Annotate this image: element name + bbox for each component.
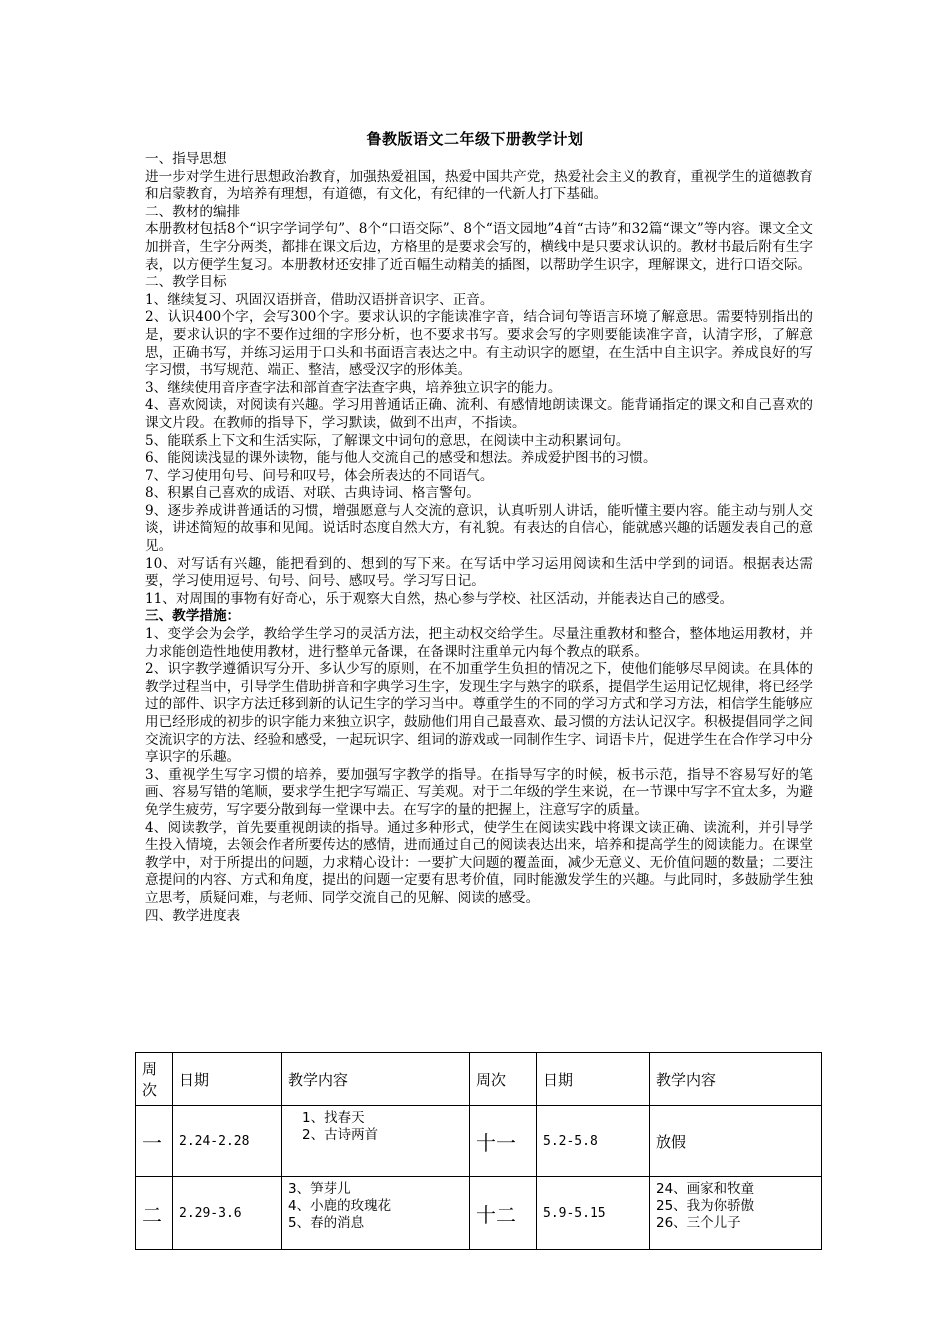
goal-item: 9、逐步养成讲普通话的习惯，增强愿意与人交流的意识，认真听别人讲话，能听懂主要内容。能主动与别人交谈，讲述简短的故事和见闻。说话时态度自然大方，有礼貌。有表达的自信心，能就感兴趣的话题发表自己的意见。 [145,502,813,555]
lesson-item: 4、小鹿的玫瑰花 [288,1198,392,1214]
column-header-date: 日期 [537,1053,650,1106]
measure-item: 4、阅读教学，首先要重视朗读的指导。通过多种形式，使学生在阅读实践中将课文读正确、读流利，并引导学生投入情境，去领会作者所要传达的感情，进而通过自己的阅读表达出来，培养和提高学生的阅读能力。在课堂教学中，对于所提出的问题，力求精心设计：一要扩大问题的覆盖面，减少无意义、无价值问题的数量；二要注意提问的内容、方式和角度，提出的问题一定要有思考价值，同时能激发学生的兴趣。与此同时，多鼓励学生独立思考，质疑问难，与老师、同学交流自己的见解、阅读的感受。 [145,819,813,906]
lesson-item: 1、找春天 [302,1110,365,1126]
table-row [136,1177,822,1250]
measure-item: 1、变学会为会学，教给学生学习的灵活方法，把主动权交给学生。尽量注重教材和整合，整体地运用教材，并力求能创造性地使用教材，进行整单元备课，在备课时注重单元内每个教点的联系。 [145,626,813,660]
goal-item: 11、对周围的事物有好奇心，乐于观察大自然，热心参与学校、社区活动，并能表达自己的感受。 [145,590,734,607]
week-cell: 十一 [470,1106,537,1177]
content-cell [282,1106,470,1177]
section-heading-goals: 二、教学目标 [145,274,227,291]
goal-item: 6、能阅读浅显的课外读物，能与他人交流自己的感受和想法。养成爱护图书的习惯。 [145,450,657,467]
lesson-item: 5、春的消息 [288,1215,365,1231]
week-cell: 十二 [470,1177,537,1250]
section-heading-guiding-thought: 一、指导思想 [145,151,227,167]
date-cell: 5.2-5.8 [537,1106,650,1177]
content-cell [282,1177,470,1250]
document-title: 鲁教版语文二年级下册教学计划 [366,130,584,148]
goal-item: 4、喜欢阅读，对阅读有兴趣。学习用普通话正确、流利、有感情地朗读课文。能背诵指定的课文和自己喜欢的课文片段。在教师的指导下，学习默读，做到不出声，不指读。 [145,397,813,431]
week-cell: 一 [136,1106,173,1177]
measure-item: 3、重视学生写字习惯的培养，要加强写字教学的指导。在指导写字的时候，板书示范，指导不容易写好的笔画、容易写错的笔顺，要求学生把字写端正、写美观。对于二年级的学生来说，在一节课中写字不宜太多，为避免学生疲劳，写字要分散到每一堂课中去。在写字的量的把握上，注意写字的质量。 [145,766,813,818]
column-header-content: 教学内容 [282,1053,470,1106]
lesson-item: 2、古诗两首 [302,1127,379,1143]
goal-item: 8、积累自己喜欢的成语、对联、古典诗词、格言警句。 [145,485,480,502]
goal-item: 2、认识400个字，会写300个字。要求认识的字能读准字音，结合词句等语言环境了解意思。需要特别指出的是，要求认识的字不要作过细的字形分析，也不要求书写。要求会写的字则要能读准字音，认清字形，了解意思，正确书写，并练习运用于口头和书面语言表达之中。有主动识字的愿望，在生活中自主识字。养成良好的写字习惯，书写规范、端正、整洁，感受汉字的形体美。 [145,309,813,379]
lesson-item: 放假 [656,1132,687,1151]
section-heading-schedule: 四、教学进度表 [145,907,241,924]
column-header-date: 日期 [173,1053,282,1106]
date-cell: 2.24-2.28 [173,1106,282,1177]
document-body [145,151,813,925]
column-header-week: 周次 [136,1053,173,1106]
date-cell: 5.9-5.15 [537,1177,650,1250]
table-header-row [136,1053,822,1106]
goal-item: 10、对写话有兴趣，能把看到的、想到的写下来。在写话中学习运用阅读和生活中学到的词语。根据表达需要，学习使用逗号、句号、问号、感叹号。学习写日记。 [145,555,813,590]
goal-item: 3、继续使用音序查字法和部首查字法查字典，培养独立识字的能力。 [145,379,562,396]
measure-item: 2、识字教学遵循识写分开、多认少写的原则，在不加重学生负担的情况之下，使他们能够尽早阅读。在具体的教学过程当中，引导学生借助拼音和字典学习生字，发现生字与熟字的联系，提倡学生运用记忆规律，将已经学过的部件、识字方法迁移到新的认记生字的学习当中。尊重学生的不同的学习方式和学习方法，相信学生能够应用已经形成的初步的识字能力来独立识字，鼓励他们用自己最喜欢、最习惯的方法认记汉字。积极提倡同学之间交流识字的方法、经验和感受，一起玩识字、组词的游戏或一同制作生字、词语卡片，促进学生在合作学习中分享识字的乐趣。 [145,661,813,766]
week-cell: 二 [136,1177,173,1250]
column-header-week: 周次 [470,1053,537,1106]
lesson-item: 25、我为你骄傲 [656,1198,755,1214]
paragraph: 进一步对学生进行思想政治教育，加强热爱祖国，热爱中国共产党，热爱社会主义的教育，重视学生的道德教育和启蒙教育，为培养有理想，有道德，有文化，有纪律的一代新人打下基础。 [145,168,813,203]
section-heading-measures: 三、教学措施： [145,608,241,625]
content-cell [650,1106,822,1177]
date-cell: 2.29-3.6 [173,1177,282,1250]
paragraph: 本册教材包括8个“识字学词学句”、8个“口语交际”、8个“语文园地”4首“古诗”和32篇“课文”等内容。课文全文加拼音，生字分两类，都排在课文后边，方格里的是要求会写的，横线中是只要求认识的。教材书最后附有生字表，以方便学生复习。本册教材还安排了近百幅生动精美的插图，以帮助学生识字，理解课文，进行口语交际。 [145,221,813,273]
goal-item: 5、能联系上下文和生活实际，了解课文中词句的意思，在阅读中主动积累词句。 [145,432,630,449]
lesson-item: 24、画家和牧童 [656,1181,755,1197]
lesson-item: 26、三个儿子 [656,1215,741,1231]
column-header-content: 教学内容 [650,1053,822,1106]
lesson-item: 3、笋芽儿 [288,1181,351,1197]
table-row [136,1106,822,1177]
goal-item: 7、学习使用句号、问号和叹号，体会所表达的不同语气。 [145,467,494,484]
schedule-table [135,1052,822,1250]
goal-item: 1、继续复习、巩固汉语拼音，借助汉语拼音识字、正音。 [145,291,494,308]
section-heading-textbook: 二、教材的编排 [145,203,241,220]
content-cell [650,1177,822,1250]
